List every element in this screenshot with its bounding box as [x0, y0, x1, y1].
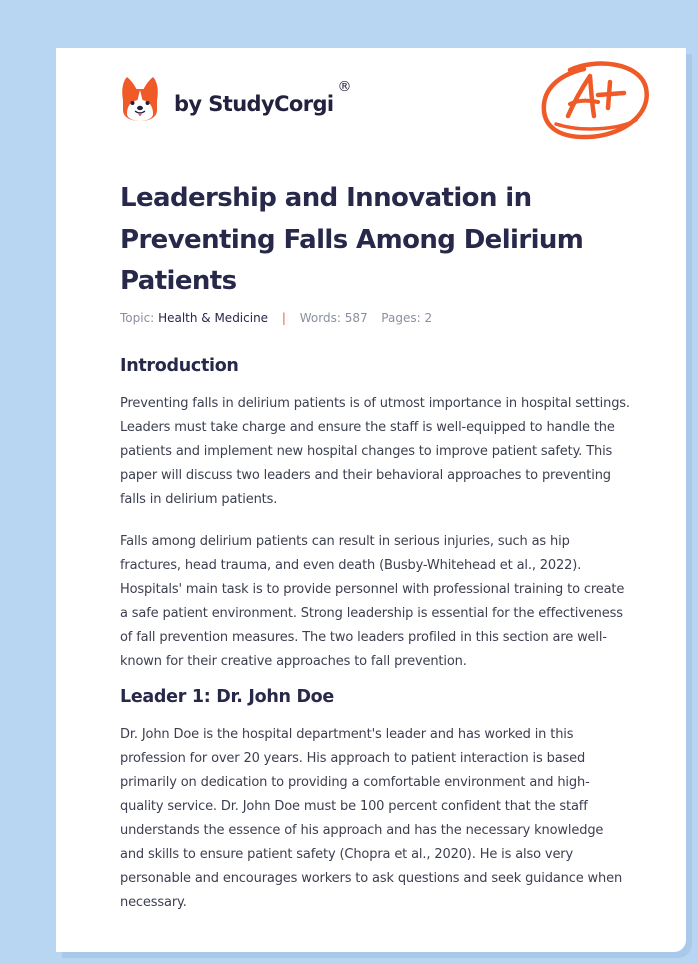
brand-name: by StudyCorgi: [174, 92, 334, 116]
words-label: Words:: [299, 311, 341, 325]
paragraph: Dr. John Doe is the hospital department's leader and has worked in this profession for over 20 years. His approach to patient interaction is based primarily on dedication to providing a comfortable environment and high-quality service. Dr. John Doe must be 100 percent confident that the staff understands the essence of his approach and has the necessary knowledge and skills to ensure patient safety (Chopra et al., 2020). He is also very personable and encourages workers to ask questions and seek guidance when necessary.: [120, 727, 623, 910]
document-card: [56, 48, 686, 952]
document-meta: [120, 311, 432, 325]
pages-label: Pages:: [381, 311, 421, 325]
topic-label: Topic:: [120, 311, 155, 325]
a-plus-grade-icon: [540, 60, 650, 142]
registered-mark: ®: [337, 79, 352, 95]
meta-separator: |: [281, 311, 286, 325]
words-count: 587: [344, 311, 368, 325]
brand-logo[interactable]: [120, 76, 352, 122]
corgi-face-icon: [120, 76, 160, 122]
paragraph: Falls among delirium patients can result in serious injuries, such as hip fractures, head trauma, and even death (Busby-Whitehead et al., 2022). Hospitals' main task is to provide personnel with professional training to create a safe patient environment. Strong leadership is essential for the effectiveness of fall prevention measures. The two leaders profiled in this section are well-known for their creative approaches to fall prevention.: [120, 534, 625, 669]
document-body: [120, 348, 630, 915]
page-title: Leadership and Innovation in Preventing Falls Among Delirium Patients: [120, 183, 584, 296]
header: [120, 74, 650, 144]
section-heading-introduction: Introduction: [120, 356, 239, 376]
pages-count: 2: [424, 311, 433, 325]
paragraph: Preventing falls in delirium patients is of utmost importance in hospital settings. Leaders must take charge and ensure the staff is well-equipped to handle the patients and implement new hospital changes to improve patient safety. This paper will discuss two leaders and their behavioral approaches to preventing falls in delirium patients.: [120, 396, 630, 507]
section-heading-leader-1: Leader 1: Dr. John Doe: [120, 687, 334, 707]
topic-link[interactable]: Health & Medicine: [158, 311, 269, 325]
